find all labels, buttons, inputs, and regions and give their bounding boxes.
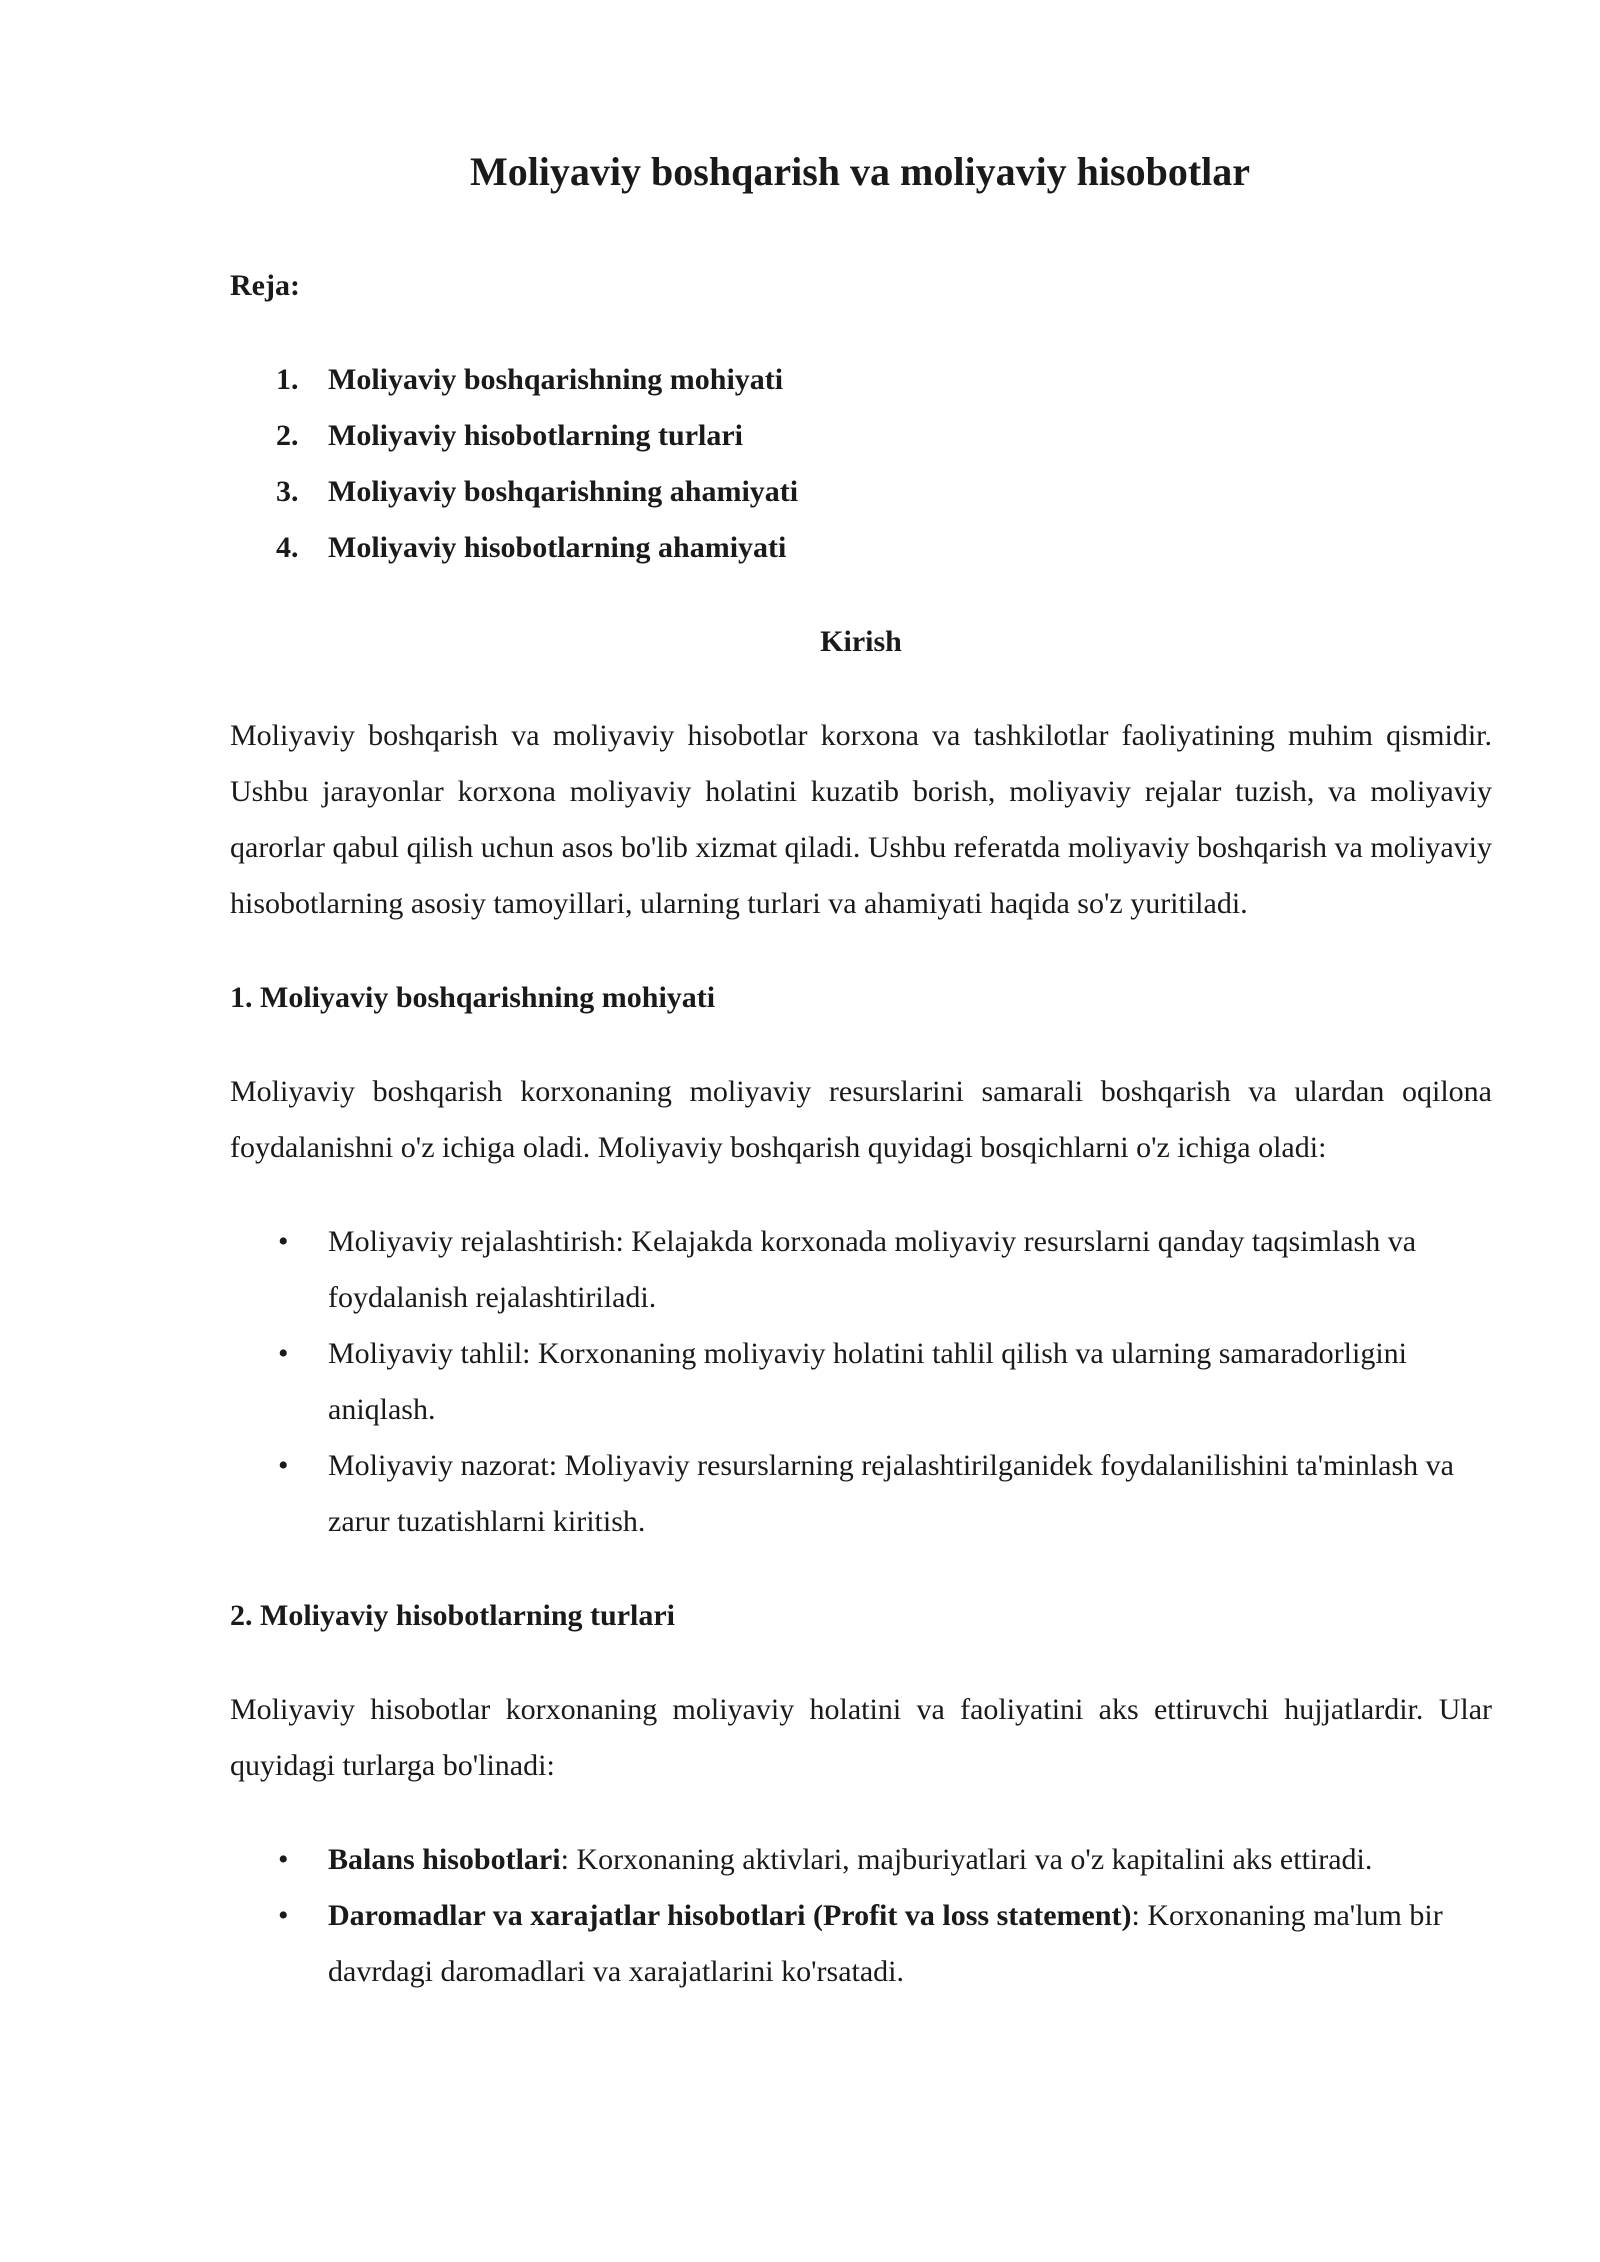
section-1-bullet-list — [230, 1214, 1492, 1550]
plan-item-text: Moliyaviy hisobotlarning ahamiyati — [328, 531, 787, 564]
bullet-term: Daromadlar va xarajatlar hisobotlari (Profit va loss statement) — [328, 1899, 1132, 1932]
plan-item-text: Moliyaviy boshqarishning ahamiyati — [328, 475, 799, 508]
plan-item-number: 4. — [276, 531, 299, 564]
plan-label: Reja: — [230, 269, 300, 302]
bullet-icon: • — [278, 1843, 289, 1876]
bullet-item — [230, 1326, 1492, 1438]
bullet-text: Moliyaviy tahlil: Korxonaning moliyaviy holatini tahlil qilish va ularning samaradorligini aniqlash. — [328, 1337, 1408, 1426]
plan-item — [230, 408, 1492, 464]
bullet-text: : Korxonaning ma'lum bir davrdagi daromadlari va xarajatlarini ko'rsatadi. — [328, 1899, 1443, 1988]
bullet-item — [230, 1832, 1492, 1888]
section-2-heading: 2. Moliyaviy hisobotlarning turlari — [230, 1599, 676, 1632]
plan-item — [230, 520, 1492, 576]
plan-item — [230, 464, 1492, 520]
plan-item-text: Moliyaviy hisobotlarning turlari — [328, 419, 744, 452]
bullet-text: Moliyaviy nazorat: Moliyaviy resurslarning rejalashtirilganidek foydalanilishini ta'minlash va zarur tuzatishlarni kiritish. — [328, 1449, 1454, 1538]
bullet-item — [230, 1214, 1492, 1326]
bullet-item — [230, 1888, 1492, 2000]
plan-item — [230, 352, 1492, 408]
bullet-term: Balans hisobotlari — [328, 1843, 561, 1876]
bullet-icon: • — [278, 1225, 289, 1258]
document-title: Moliyaviy boshqarish va moliyaviy hisobotlar — [469, 149, 1251, 194]
bullet-text: Moliyaviy rejalashtirish: Kelajakda korxonada moliyaviy resurslarni qanday taqsimlash va foydalanish rejalashtiriladi. — [328, 1225, 1417, 1314]
bullet-item — [230, 1438, 1492, 1550]
bullet-icon: • — [278, 1899, 289, 1932]
section-2-bullet-list — [230, 1832, 1492, 2000]
bullet-text: : Korxonaning aktivlari, majburiyatlari va o'z kapitalini aks ettiradi. — [560, 1843, 1373, 1876]
section-1-heading: 1. Moliyaviy boshqarishning mohiyati — [230, 981, 716, 1014]
intro-heading: Kirish — [820, 625, 902, 658]
section-1-paragraph: Moliyaviy boshqarish korxonaning moliyaviy resurslarini samarali boshqarish va ulardan oqilona foydalanishni o'z ichiga oladi. Moliyaviy boshqarish quyidagi bosqichlarni o'z ichiga oladi: — [230, 1075, 1492, 1164]
intro-paragraph: Moliyaviy boshqarish va moliyaviy hisobotlar korxona va tashkilotlar faoliyatining muhim qismidir. Ushbu jarayonlar korxona moliyaviy holatini kuzatib borish, moliyaviy rejalar tuzish, va moliyaviy qarorlar qabul qilish uchun asos bo'lib xizmat qiladi. Ushbu referatda moliyaviy boshqarish va moliyaviy hisobotlarning asosiy tamoyillari, ularning turlari va ahamiyati haqida so'z yuritiladi. — [230, 719, 1492, 920]
plan-list — [230, 352, 1492, 576]
section-2-paragraph: Moliyaviy hisobotlar korxonaning moliyaviy holatini va faoliyatini aks ettiruvchi hujjatlardir. Ular quyidagi turlarga bo'linadi: — [230, 1693, 1492, 1782]
plan-item-number: 1. — [276, 363, 299, 396]
bullet-icon: • — [278, 1449, 289, 1482]
plan-item-text: Moliyaviy boshqarishning mohiyati — [328, 363, 784, 396]
plan-item-number: 3. — [276, 475, 299, 508]
document-body — [230, 258, 1492, 2000]
plan-item-number: 2. — [276, 419, 299, 452]
bullet-icon: • — [278, 1337, 289, 1370]
